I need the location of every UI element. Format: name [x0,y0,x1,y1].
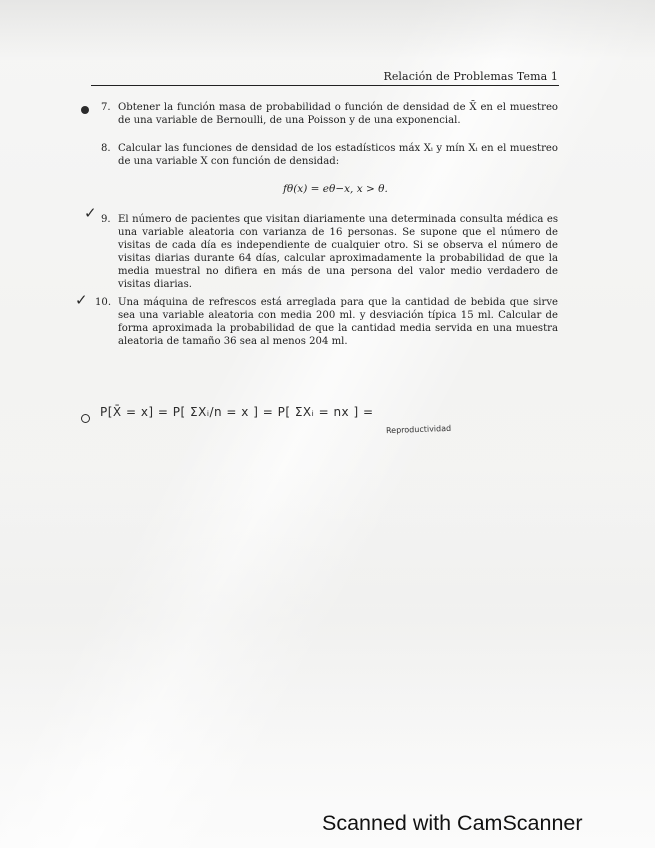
camscanner-watermark: Scanned with CamScanner [322,811,583,835]
problem-8 [101,142,558,168]
problem-text: El número de pacientes que visitan diariamente una determinada consulta médica es una variable aleatoria con varianza de 16 personas. Se supone que el número de visitas de cada día es independiente de cualquier otro. Si se observa el número de visitas diarias durante 64 días, calcular aproximadamente la probabilidad de que la media muestral no difiera en más de una persona del valor medio verdadero de visitas diarias. [118,214,558,290]
top-shadow [0,0,655,60]
problem-text: Una máquina de refrescos está arreglada para que la cantidad de bebida que sirve sea una variable aleatoria con media 200 ml. y desviación típica 15 ml. Calcular de forma aproximada la probabilidad de que la cantidad media servida en una muestra aleatoria de tamaño 36 sea al menos 204 ml. [118,297,558,347]
header-rule [91,85,559,86]
handwritten-checkmark-icon: ✓ [84,204,97,222]
problem-number: 8. [101,143,111,154]
handwritten-bullet-icon [81,106,89,114]
handwritten-note: Reproductividad [385,423,452,436]
problem-text: Obtener la función masa de probabilidad o función de densidad de X̄ en el muestreo de una variable de Bernoulli, de una Poisson y de una exponencial. [118,102,558,126]
handwritten-circled-seven-icon [81,414,90,423]
page-shading [0,470,655,770]
problem-10 [95,296,558,348]
problem-text: Calcular las funciones de densidad de los estadísticos máx Xᵢ y mín Xᵢ en el muestreo de una variable X con función de densidad: [118,143,558,167]
problem-7 [101,101,558,127]
problem-number: 9. [101,214,111,225]
handwritten-checkmark-icon: ✓ [75,291,88,309]
problem-number: 10. [95,297,112,308]
handwritten-equation: P[X̄ = x] = P[ ΣXᵢ/n = x ] = P[ ΣXᵢ = nx ] = [100,405,374,419]
header-title: Relación de Problemas Tema 1 [383,70,558,83]
problem-number: 7. [101,102,111,113]
density-formula: fθ(x) = eθ−x, x > θ. [283,183,388,195]
problem-9 [101,213,558,291]
